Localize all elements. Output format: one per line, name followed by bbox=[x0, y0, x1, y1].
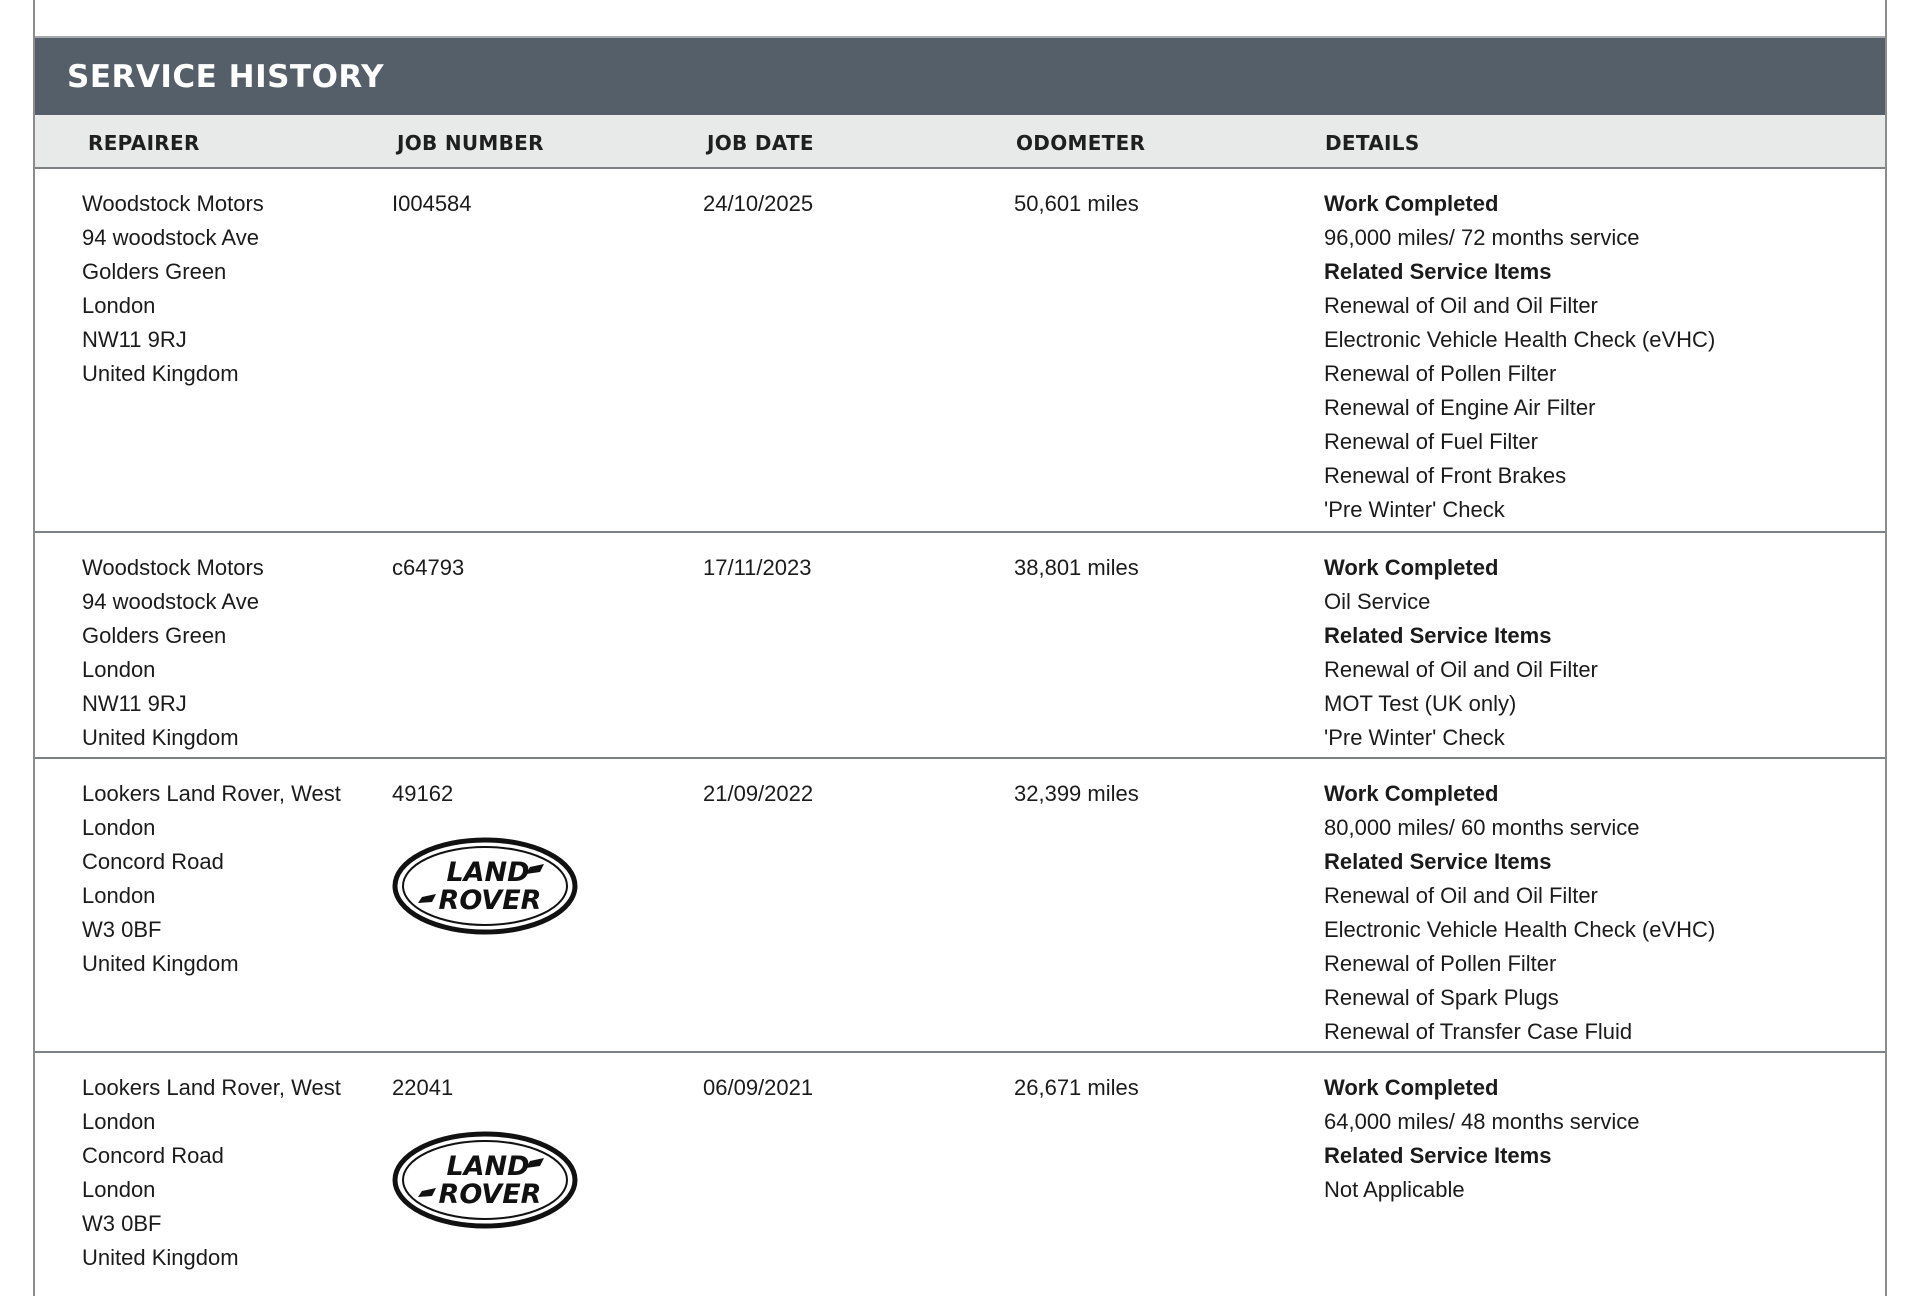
address-line: Concord Road bbox=[82, 849, 224, 874]
table-row bbox=[35, 169, 1885, 533]
table-row bbox=[35, 759, 1885, 1053]
address-line: London bbox=[82, 1177, 156, 1202]
work-completed-value: 64,000 miles/ 48 months service bbox=[1324, 1109, 1640, 1134]
address-line: London bbox=[82, 1109, 156, 1134]
service-item: Renewal of Transfer Case Fluid bbox=[1324, 1019, 1633, 1044]
service-item: 'Pre Winter' Check bbox=[1324, 725, 1505, 750]
address-line: United Kingdom bbox=[82, 361, 239, 386]
repairer-address bbox=[82, 1071, 372, 1275]
address-line: London bbox=[82, 657, 156, 682]
repairer-name: Woodstock Motors bbox=[82, 555, 264, 580]
work-completed-label: Work Completed bbox=[1324, 555, 1499, 580]
table-row bbox=[35, 1053, 1885, 1313]
address-line: 94 woodstock Ave bbox=[82, 589, 259, 614]
related-items-label: Related Service Items bbox=[1324, 623, 1552, 648]
odometer: 50,601 miles bbox=[1014, 191, 1139, 216]
col-header-odometer: ODOMETER bbox=[1016, 131, 1146, 155]
related-items-label: Related Service Items bbox=[1324, 1143, 1552, 1168]
section-title: SERVICE HISTORY bbox=[67, 58, 385, 95]
svg-text:ROVER: ROVER bbox=[438, 1179, 542, 1210]
job-number: c64793 bbox=[392, 555, 465, 580]
address-line: United Kingdom bbox=[82, 725, 239, 750]
address-line: NW11 9RJ bbox=[82, 327, 187, 352]
details bbox=[1324, 777, 1715, 1049]
job-number: 49162 bbox=[392, 781, 454, 806]
service-item: Renewal of Fuel Filter bbox=[1324, 429, 1538, 454]
land-rover-logo-icon bbox=[392, 1131, 578, 1229]
address-line: W3 0BF bbox=[82, 917, 162, 942]
service-item: Renewal of Pollen Filter bbox=[1324, 361, 1557, 386]
odometer: 38,801 miles bbox=[1014, 555, 1139, 580]
details bbox=[1324, 1071, 1640, 1207]
previous-section-fragment bbox=[33, 0, 1887, 36]
job-number: I004584 bbox=[392, 191, 472, 216]
service-item: Electronic Vehicle Health Check (eVHC) bbox=[1324, 917, 1716, 942]
work-completed-label: Work Completed bbox=[1324, 781, 1499, 806]
work-completed-label: Work Completed bbox=[1324, 1075, 1499, 1100]
address-line: Concord Road bbox=[82, 1143, 224, 1168]
address-line: London bbox=[82, 815, 156, 840]
service-item: Renewal of Oil and Oil Filter bbox=[1324, 293, 1598, 318]
svg-text:ROVER: ROVER bbox=[438, 885, 542, 916]
service-item: Not Applicable bbox=[1324, 1177, 1465, 1202]
repairer-address bbox=[82, 187, 372, 391]
related-items-label: Related Service Items bbox=[1324, 849, 1552, 874]
service-item: Electronic Vehicle Health Check (eVHC) bbox=[1324, 327, 1716, 352]
related-items-label: Related Service Items bbox=[1324, 259, 1552, 284]
address-line: United Kingdom bbox=[82, 951, 239, 976]
repairer-name: Lookers Land Rover, West bbox=[82, 781, 341, 806]
service-item: Renewal of Front Brakes bbox=[1324, 463, 1567, 488]
svg-text:LAND: LAND bbox=[446, 857, 530, 888]
service-item: Renewal of Pollen Filter bbox=[1324, 951, 1557, 976]
job-date: 06/09/2021 bbox=[703, 1075, 814, 1100]
work-completed-label: Work Completed bbox=[1324, 191, 1499, 216]
odometer: 32,399 miles bbox=[1014, 781, 1139, 806]
address-line: Golders Green bbox=[82, 259, 227, 284]
table-header bbox=[35, 115, 1885, 169]
section-header bbox=[35, 36, 1885, 115]
odometer: 26,671 miles bbox=[1014, 1075, 1139, 1100]
service-item: 'Pre Winter' Check bbox=[1324, 497, 1505, 522]
service-item: Renewal of Oil and Oil Filter bbox=[1324, 657, 1598, 682]
service-item: Renewal of Engine Air Filter bbox=[1324, 395, 1596, 420]
svg-text:LAND: LAND bbox=[446, 1151, 530, 1182]
col-header-job-date: JOB DATE bbox=[707, 131, 814, 155]
repairer-name: Lookers Land Rover, West bbox=[82, 1075, 341, 1100]
address-line: London bbox=[82, 883, 156, 908]
job-date: 17/11/2023 bbox=[703, 555, 812, 580]
col-header-job-number: JOB NUMBER bbox=[397, 131, 544, 155]
col-header-repairer: REPAIRER bbox=[88, 131, 200, 155]
repairer-address bbox=[82, 777, 372, 981]
work-completed-value: 80,000 miles/ 60 months service bbox=[1324, 815, 1640, 840]
work-completed-value: 96,000 miles/ 72 months service bbox=[1324, 225, 1640, 250]
job-date: 21/09/2022 bbox=[703, 781, 814, 806]
job-number: 22041 bbox=[392, 1075, 454, 1100]
details bbox=[1324, 551, 1598, 755]
service-history-panel bbox=[33, 36, 1887, 1296]
job-date: 24/10/2025 bbox=[703, 191, 814, 216]
land-rover-logo-icon bbox=[392, 837, 578, 935]
details bbox=[1324, 187, 1715, 527]
service-item: MOT Test (UK only) bbox=[1324, 691, 1517, 716]
address-line: London bbox=[82, 293, 156, 318]
address-line: W3 0BF bbox=[82, 1211, 162, 1236]
col-header-details: DETAILS bbox=[1325, 131, 1420, 155]
work-completed-value: Oil Service bbox=[1324, 589, 1431, 614]
repairer-address bbox=[82, 551, 372, 755]
address-line: 94 woodstock Ave bbox=[82, 225, 259, 250]
address-line: NW11 9RJ bbox=[82, 691, 187, 716]
service-item: Renewal of Oil and Oil Filter bbox=[1324, 883, 1598, 908]
address-line: Golders Green bbox=[82, 623, 227, 648]
repairer-name: Woodstock Motors bbox=[82, 191, 264, 216]
table-row bbox=[35, 533, 1885, 759]
service-item: Renewal of Spark Plugs bbox=[1324, 985, 1559, 1010]
address-line: United Kingdom bbox=[82, 1245, 239, 1270]
